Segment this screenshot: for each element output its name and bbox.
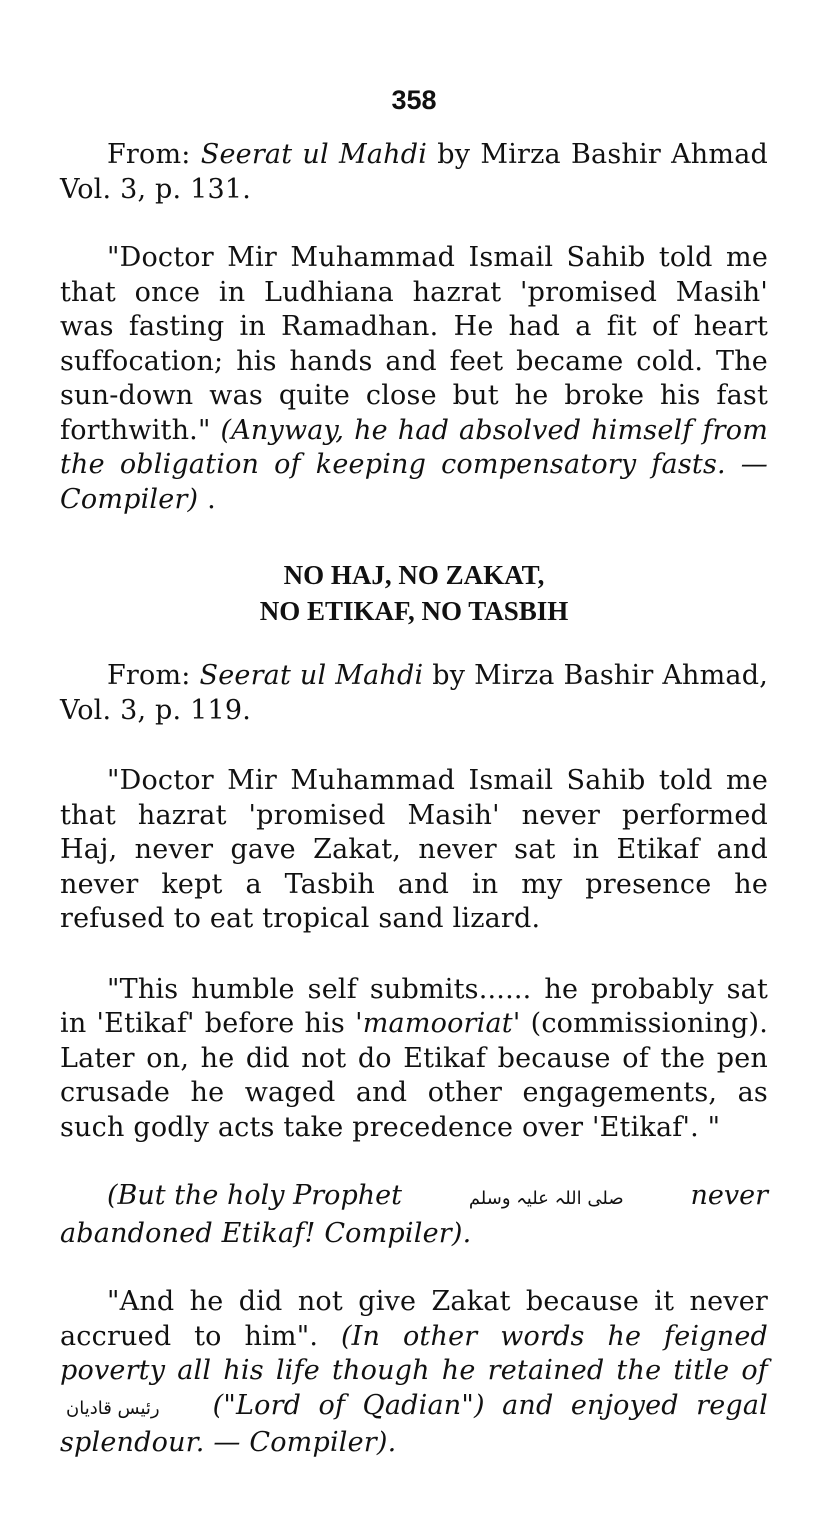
quote-paragraph-2: "Doctor Mir Muhammad Ismail Sahib told me that hazrat 'promised Masih' never performed Haj, never gave Zakat, never sat in Etikaf and never kept a Tasbih and in my presence he refused to eat tropical sand lizard. xyxy=(60,765,768,934)
honorific-urdu: صلی اللہ علیہ وسلم xyxy=(468,1188,624,1209)
compiler-remark-continued: ("Lord of Qadian") and enjoyed regal splendour. — Compiler). xyxy=(60,1389,768,1458)
citation-prefix: From: xyxy=(107,139,201,170)
quote-text: "And he did not give Zakat because it never accrued to him". xyxy=(60,1286,768,1352)
quote-text: "Doctor Mir Muhammad Ismail Sahib told me that once in Ludhiana hazrat 'promised Masih' was fasting in Ramadhan. He had a fit of heart suffocation; his hands and feet became cold. The sun-down was quite close but he broke his fast forthwith." xyxy=(60,242,768,446)
quote-text-continued: (commissioning). Later on, he did not do Etikaf because of the pen crusade he waged and other engagements, as such godly acts take precedence over 'Etikaf'. " xyxy=(60,1008,768,1143)
document-page xyxy=(60,82,768,1461)
section-heading xyxy=(60,557,768,629)
quote-paragraph-4 xyxy=(60,1285,768,1461)
citation-book-title: Seerat ul Mahdi xyxy=(200,139,428,170)
compiler-note-line-1 xyxy=(60,1179,768,1217)
source-citation-1 xyxy=(60,138,768,207)
citation-prefix: From: xyxy=(107,660,200,691)
compiler-note-never: never xyxy=(690,1180,768,1211)
compiler-note-start: (But the holy Prophet xyxy=(107,1180,402,1211)
compiler-remark: (Anyway, he had absolved himself from the obligation of keeping compensatory fasts. — Compiler) xyxy=(60,414,768,515)
compiler-remark: (In other words he feigned poverty all his life though he retained the title of xyxy=(60,1320,768,1386)
quote-end: . xyxy=(198,483,216,515)
citation-details: by Mirza Bashir Ahmad, Vol. 3, p. 119. xyxy=(60,660,768,726)
title-urdu: رئیس قادیان xyxy=(66,1397,160,1419)
urdu-term-italic: 'mamooriat' xyxy=(355,1008,521,1039)
page-number: 358 xyxy=(391,85,437,115)
quote-paragraph-3 xyxy=(60,973,768,1146)
citation-details: by Mirza Bashir Ahmad Vol. 3, p. 131. xyxy=(60,139,768,205)
quote-text: "This humble self submits...... he probably sat in 'Etikaf' before his xyxy=(60,973,768,1039)
heading-line-1: NO HAJ, NO ZAKAT, xyxy=(283,560,545,590)
compiler-note-line-2: abandoned Etikaf! Compiler). xyxy=(60,1217,472,1249)
heading-line-2: NO ETIKAF, NO TASBIH xyxy=(259,596,569,626)
quote-paragraph-1 xyxy=(60,241,768,517)
source-citation-2 xyxy=(60,659,768,728)
citation-book-title: Seerat ul Mahdi xyxy=(199,660,424,691)
